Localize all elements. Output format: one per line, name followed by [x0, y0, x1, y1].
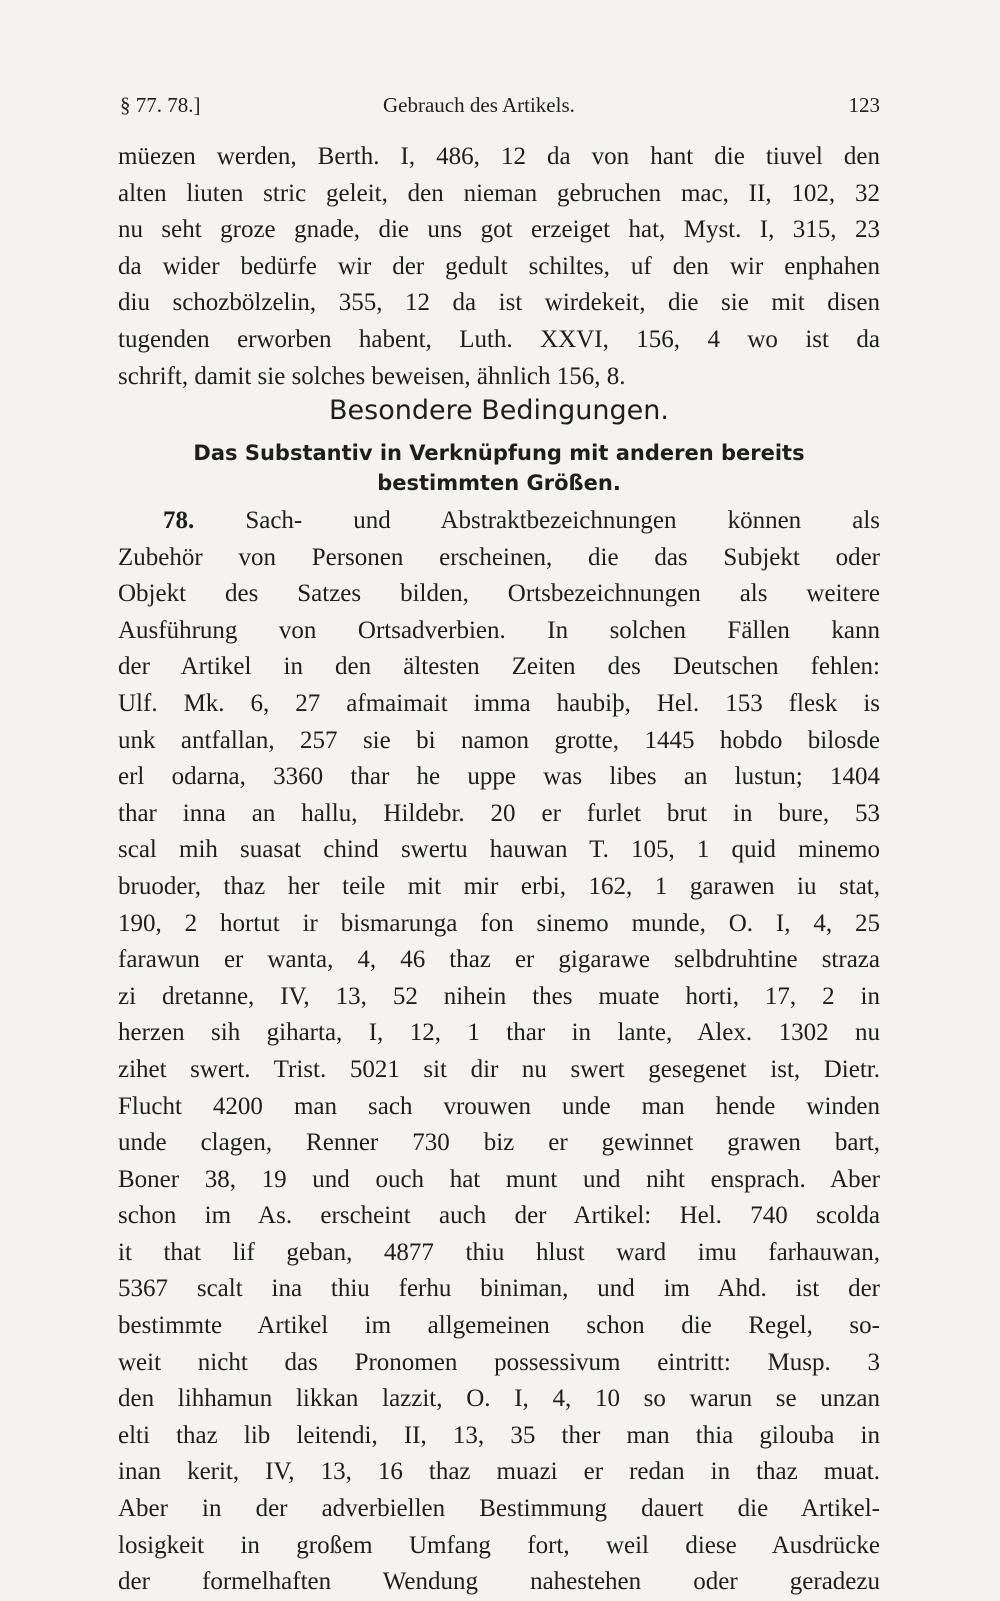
text-line: zi dretanne, IV, 13, 52 nihein thes muate horti, 17, 2 in — [118, 982, 880, 1010]
text-line-first — [118, 503, 880, 540]
text-line: Objekt des Satzes bilden, Ortsbezeichnungen als weitere — [118, 580, 880, 608]
text-line: nu seht groze gnade, die uns got erzeiget hat, Myst. I, 315, 23 — [118, 216, 880, 244]
running-header — [120, 93, 880, 127]
text-line: da wider bedürfe wir der gedult schiltes, uf den wir enphahen — [118, 252, 880, 280]
text-line: 5367 scalt ina thiu ferhu biniman, und im Ahd. ist der — [118, 1275, 880, 1303]
text-line: Ulf. Mk. 6, 27 afmaimait imma haubiþ, Hel. 153 flesk is — [118, 689, 880, 717]
section-78-paragraph — [118, 503, 880, 1601]
text-line: Boner 38, 19 und ouch hat munt und niht ensprach. Aber — [118, 1165, 880, 1193]
text-line: müezen werden, Berth. I, 486, 12 da von hant die tiuvel den — [118, 143, 880, 170]
text-line: diu schozbölzelin, 355, 12 da ist wirdekeit, die sie mit disen — [118, 289, 880, 317]
text-line: herzen sih giharta, I, 12, 1 thar in lante, Alex. 1302 nu — [118, 1019, 880, 1047]
section-subheading — [118, 438, 880, 498]
running-title: Gebrauch des Artikels. — [383, 93, 575, 117]
text-line: Zubehör von Personen erscheinen, die das Subjekt oder — [118, 543, 880, 571]
text-line: 190, 2 hortut ir bismarunga fon sinemo munde, O. I, 4, 25 — [118, 909, 880, 937]
text-line: weit nicht das Pronomen possessivum eintritt: Musp. 3 — [118, 1348, 880, 1376]
text-line: bestimmte Artikel im allgemeinen schon die Regel, so- — [118, 1312, 880, 1340]
text-line: zihet swert. Trist. 5021 sit dir nu swert gesegenet ist, Dietr. — [118, 1055, 880, 1083]
text-line: alten liuten stric geleit, den nieman gebruchen mac, II, 102, 32 — [118, 179, 880, 207]
paragraph-continuation — [118, 139, 880, 395]
subheading-line: bestimmten Größen. — [377, 471, 621, 495]
section-heading: Besondere Bedingungen. — [329, 395, 669, 426]
text-line: farawun er wanta, 4, 46 thaz er gigarawe selbdruhtine straza — [118, 946, 880, 974]
text-line: der Artikel in den ältesten Zeiten des Deutschen fehlen: — [118, 653, 880, 681]
text-line: scal mih suasat chind swertu hauwan T. 105, 1 quid minemo — [118, 836, 880, 864]
text-line: Flucht 4200 man sach vrouwen unde man hende winden — [118, 1092, 880, 1120]
text-line: it that lif geban, 4877 thiu hlust ward imu farhauwan, — [118, 1238, 880, 1266]
first-line-text: Sach- und Abstraktbezeichnungen können als — [245, 507, 880, 534]
text-line: elti thaz lib leitendi, II, 13, 35 ther man thia gilouba in — [118, 1421, 880, 1449]
subheading-line: Das Substantiv in Verknüpfung mit anderen bereits — [193, 441, 805, 465]
text-line: erl odarna, 3360 thar he uppe was libes an lustun; 1404 — [118, 763, 880, 791]
text-line: der formelhaften Wendung nahestehen oder geradezu — [118, 1568, 880, 1596]
page-number: 123 — [848, 93, 880, 117]
text-line: inan kerit, IV, 13, 16 thaz muazi er redan in thaz muat. — [118, 1458, 880, 1486]
text-line: Aber in der adverbiellen Bestimmung dauert die Artikel- — [118, 1495, 880, 1523]
text-line: den lihhamun likkan lazzit, O. I, 4, 10 so warun se unzan — [118, 1385, 880, 1413]
text-line: unde clagen, Renner 730 biz er gewinnet grawen bart, — [118, 1129, 880, 1157]
text-line: losigkeit in großem Umfang fort, weil diese Ausdrücke — [118, 1531, 880, 1559]
section-reference: § 77. 78.] — [120, 93, 201, 117]
text-line: unk antfallan, 257 sie bi namon grotte, 1445 hobdo bilosde — [118, 726, 880, 754]
text-line: thar inna an hallu, Hildebr. 20 er furlet brut in bure, 53 — [118, 799, 880, 827]
section-number: 78. — [163, 507, 195, 534]
text-line: schrift, damit sie solches beweisen, ähnlich 156, 8. — [118, 362, 626, 390]
text-line: tugenden erworben habent, Luth. XXVI, 156, 4 wo ist da — [118, 325, 880, 353]
text-line: Ausführung von Ortsadverbien. In solchen Fällen kann — [118, 616, 880, 644]
text-line: schon im As. erscheint auch der Artikel: Hel. 740 scolda — [118, 1202, 880, 1230]
text-line: bruoder, thaz her teile mit mir erbi, 162, 1 garawen iu stat, — [118, 872, 880, 900]
